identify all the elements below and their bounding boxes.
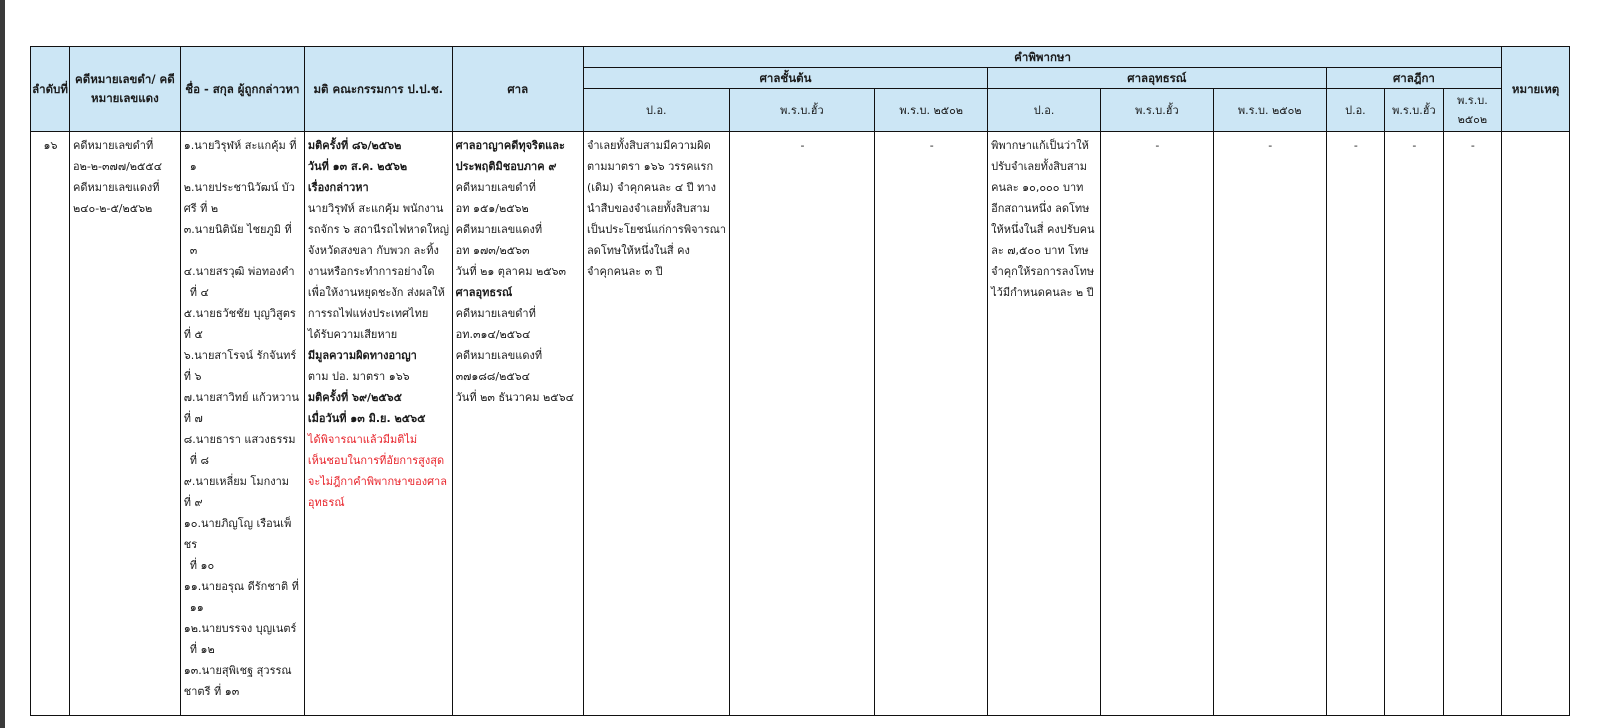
appeal-po-line: ไว้มีกำหนดคนละ ๒ ปี — [991, 286, 1094, 299]
resolution-line: จังหวัดสงขลา กับพวก ละทิ้ง — [307, 244, 439, 257]
court-line: คดีหมายเลขแดงที่ — [455, 349, 543, 362]
header-first-court: ศาลชั้นต้น — [583, 68, 987, 89]
first-po-line: (เดิม) จำคุกคนละ ๔ ปี ทาง — [586, 181, 716, 194]
accused-line: ที่ ๘ — [189, 454, 210, 467]
accused-line: ๓.นายนิตินัย ไชยภูมิ ที่ — [183, 223, 292, 236]
cell-supreme-po: - — [1326, 132, 1384, 716]
resolution-red-line: จะไม่ฎีกาคำพิพากษาของศาล — [307, 475, 447, 488]
header-supreme-po: ป.อ. — [1326, 89, 1384, 132]
document-page — [5, 0, 1600, 728]
court-name-line: ประพฤติมิชอบภาค ๙ — [455, 160, 557, 173]
cell-supreme-hua: - — [1385, 132, 1443, 716]
accused-line: ที่ ๖ — [183, 370, 202, 383]
accused-line: ๑๑ — [189, 601, 204, 614]
header-first-2502: พ.ร.บ. ๒๕๐๒ — [875, 89, 988, 132]
resolution-number-2: มติครั้งที่ ๖๙/๒๕๖๕ — [307, 391, 402, 404]
header-appeal-2502: พ.ร.บ. ๒๕๐๒ — [1213, 89, 1326, 132]
accused-line: ๕.นายธวัชชัย บุญวิสูตร — [183, 307, 296, 320]
court-line: วันที่ ๒๑ ตุลาคม ๒๕๖๓ — [455, 265, 567, 278]
resolution-red-line: เห็นชอบในการที่อัยการสูงสุด — [307, 454, 445, 467]
header-supreme-2502-line2: ๒๕๐๒ — [1457, 113, 1488, 126]
cell-first-po — [583, 132, 729, 716]
cell-no: ๑๖ — [31, 132, 70, 716]
resolution-finding: มีมูลความผิดทางอาญา — [307, 349, 417, 362]
accused-line: ๑๐.นายภิญโญ เรือนเพ็ชร — [183, 517, 292, 551]
first-po-line: จำเลยทั้งสิบสามมีความผิด — [586, 139, 711, 152]
resolution-line: นายวิรุฬห์ สะแกคุ้ม พนักงาน — [307, 202, 444, 215]
first-po-line: ลดโทษให้หนึ่งในสี่ คง — [586, 244, 690, 257]
accused-line: ๗.นายสาวิทย์ แก้วหวาน — [183, 391, 300, 404]
appeal-po-line: ให้หนึ่งในสี่ คงปรับคน — [991, 223, 1095, 236]
cell-remark — [1502, 132, 1570, 716]
accused-line: ๙.นายเหลี่ยม โมกงาม — [183, 475, 290, 488]
header-remark: หมายเหตุ — [1502, 47, 1570, 132]
header-appeal-po: ป.อ. — [988, 89, 1101, 132]
appeal-po-line: คนละ ๑๐,๐๐๐ บาท — [991, 181, 1084, 194]
resolution-date-2: เมื่อวันที่ ๑๓ มิ.ย. ๒๕๖๕ — [307, 412, 426, 425]
cell-court — [452, 132, 583, 716]
cell-accused — [180, 132, 304, 716]
accused-line: ๓ — [189, 244, 198, 257]
appeal-po-line: พิพากษาแก้เป็นว่าให้ — [991, 139, 1089, 152]
case-line: ๒๔๐-๒-๕/๒๕๖๒ — [72, 202, 153, 215]
header-supreme-court: ศาลฎีกา — [1326, 68, 1502, 89]
accused-line: ๘.นายธารา แสวงธรรม — [183, 433, 296, 446]
court-line: ๓๗๑๘๘/๒๕๖๔ — [455, 370, 530, 383]
resolution-red-line: ได้พิจารณาแล้วมีมติไม่ — [307, 433, 418, 446]
court-line: อท.๓๑๔/๒๕๖๔ — [455, 328, 531, 341]
court-name-line: ศาลอาญาคดีทุจริตและ — [455, 139, 565, 152]
accused-line: ที่ ๑๐ — [189, 559, 215, 572]
accused-line: ที่ ๑๒ — [189, 643, 215, 656]
accused-line: ๔.นายสรวุฒิ พ่อทองคำ — [183, 265, 295, 278]
accused-line: ๖.นายสาโรจน์ รักจันทร์ — [183, 349, 297, 362]
resolution-line: การรถไฟแห่งประเทศไทย — [307, 307, 429, 320]
accused-line: ๑๒.นายบรรจง บุญเนตร์ — [183, 622, 297, 635]
header-case-no: คดีหมายเลขดำ/ คดีหมายเลขแดง — [69, 47, 180, 132]
resolution-line: เพื่อให้งานหยุดชะงัก ส่งผลให้ — [307, 286, 445, 299]
appeal-po-line: ละ ๗,๕๐๐ บาท โทษ — [991, 244, 1089, 257]
appeal-po-line: อีกสถานหนึ่ง ลดโทษ — [991, 202, 1090, 215]
first-po-line: จำคุกคนละ ๓ ปี — [586, 265, 663, 278]
cell-appeal-hua: - — [1100, 132, 1213, 716]
table-row — [31, 132, 1570, 716]
resolution-line: ได้รับความเสียหาย — [307, 328, 398, 341]
resolution-red-line: อุทธรณ์ — [307, 496, 345, 509]
court-line: คดีหมายเลขดำที่ — [455, 181, 536, 194]
header-supreme-hua: พ.ร.บ.ฮั้ว — [1385, 89, 1443, 132]
header-accused: ชื่อ - สกุล ผู้ถูกกล่าวหา — [180, 47, 304, 132]
resolution-law: ตาม ปอ. มาตรา ๑๖๖ — [307, 370, 410, 383]
court-line: อท ๑๗๓/๒๕๖๓ — [455, 244, 530, 257]
accused-line: ชาตรี ที่ ๑๓ — [183, 685, 240, 698]
court-line: วันที่ ๒๓ ธันวาคม ๒๕๖๔ — [455, 391, 574, 404]
accused-line: ๑๑.นายอรุณ ดีรักชาติ ที่ — [183, 580, 299, 593]
case-table — [30, 46, 1570, 716]
accused-line: ๑๓.นายสุพิเชฐ สุวรรณ — [183, 664, 292, 677]
first-po-line: ตามมาตรา ๑๖๖ วรรคแรก — [586, 160, 714, 173]
header-judgment: คำพิพากษา — [583, 47, 1501, 68]
case-line: คดีหมายเลขแดงที่ — [72, 181, 160, 194]
resolution-line: รถจักร ๖ สถานีรถไฟหาดใหญ่ — [307, 223, 449, 236]
cell-first-hua: - — [729, 132, 875, 716]
accused-line: ศรี ที่ ๒ — [183, 202, 219, 215]
cell-first-2502: - — [875, 132, 988, 716]
appeal-po-line: ปรับจำเลยทั้งสิบสาม — [991, 160, 1088, 173]
header-supreme-2502 — [1443, 89, 1502, 132]
accused-line: ที่ ๔ — [189, 286, 209, 299]
header-supreme-2502-line1: พ.ร.บ. — [1457, 94, 1488, 107]
accused-line: ๑ — [189, 160, 197, 173]
cell-resolution — [304, 132, 452, 716]
cell-case-no — [69, 132, 180, 716]
cell-appeal-po — [988, 132, 1101, 716]
court-appeal-heading: ศาลอุทธรณ์ — [455, 286, 513, 299]
appeal-po-line: จำคุกให้รอการลงโทษ — [991, 265, 1095, 278]
accused-line: ๑.นายวิรุฬห์ สะแกคุ้ม ที่ — [183, 139, 297, 152]
header-appeal-hua: พ.ร.บ.ฮั้ว — [1100, 89, 1213, 132]
court-line: คดีหมายเลขแดงที่ — [455, 223, 543, 236]
resolution-date: วันที่ ๑๓ ส.ค. ๒๕๖๒ — [307, 160, 408, 173]
first-po-line: นำสืบของจำเลยทั้งสิบสาม — [586, 202, 710, 215]
header-first-hua: พ.ร.บ.ฮั้ว — [729, 89, 875, 132]
court-line: คดีหมายเลขดำที่ — [455, 307, 536, 320]
resolution-line: งานหรือกระทำการอย่างใด — [307, 265, 435, 278]
header-appeal-court: ศาลอุทธรณ์ — [988, 68, 1327, 89]
resolution-subject-heading: เรื่องกล่าวหา — [307, 181, 369, 194]
header-no: ลำดับที่ — [31, 47, 70, 132]
header-court: ศาล — [452, 47, 583, 132]
header-first-po: ป.อ. — [583, 89, 729, 132]
resolution-number: มติครั้งที่ ๘๖/๒๕๖๒ — [307, 139, 402, 152]
accused-line: ที่ ๕ — [183, 328, 203, 341]
header-resolution: มติ คณะกรรมการ ป.ป.ช. — [304, 47, 452, 132]
cell-appeal-2502: - — [1213, 132, 1326, 716]
court-line: อท ๑๕๑/๒๕๖๒ — [455, 202, 529, 215]
accused-line: ๒.นายประชานิวัฒน์ บัว — [183, 181, 295, 194]
first-po-line: เป็นประโยชน์แก่การพิจารณา — [586, 223, 726, 236]
case-line: อ๒-๒-๓๗๗/๒๕๕๔ — [72, 160, 163, 173]
cell-supreme-2502: - — [1443, 132, 1502, 716]
accused-line: ที่ ๙ — [183, 496, 203, 509]
accused-line: ที่ ๗ — [183, 412, 203, 425]
case-line: คดีหมายเลขดำที่ — [72, 139, 154, 152]
